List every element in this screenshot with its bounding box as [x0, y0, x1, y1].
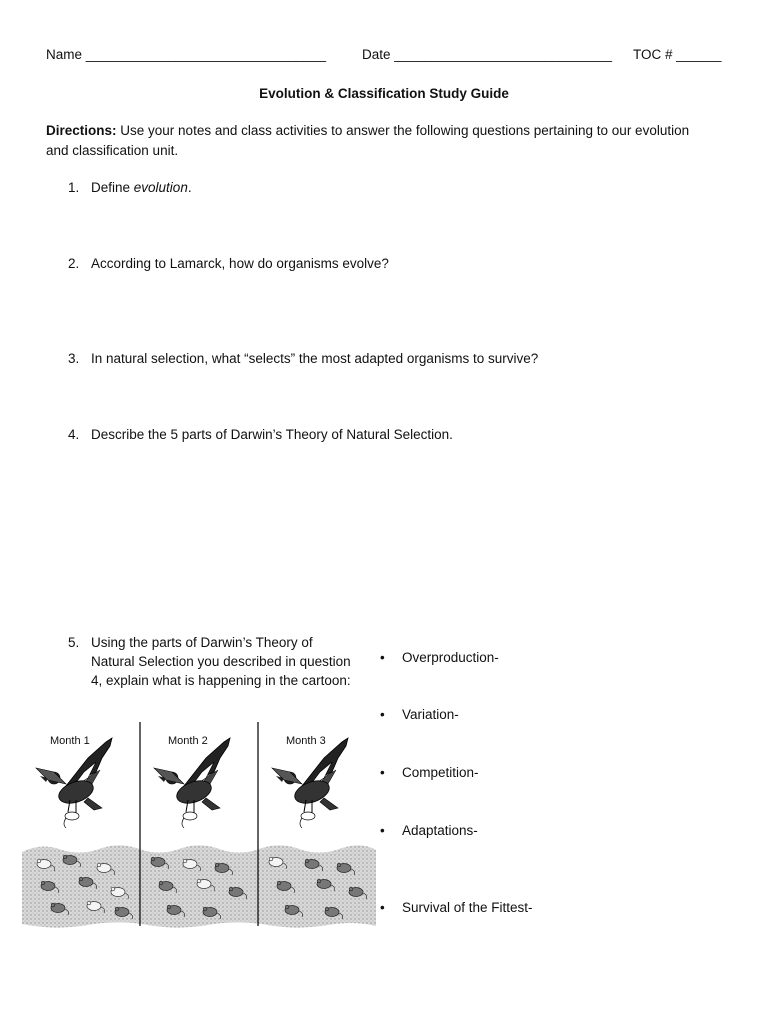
date-field[interactable]	[362, 47, 612, 62]
bullet-label: Survival of the Fittest-	[402, 900, 533, 915]
name-blank: ________________________________	[85, 47, 327, 62]
question-text: In natural selection, what “selects” the most adapted organisms to survive?	[91, 351, 539, 366]
cartoon-month-label: Month 2	[168, 735, 208, 747]
hawk-and-mice-icon	[22, 722, 376, 930]
question-number: 2.	[68, 256, 80, 271]
question-number: 1.	[68, 180, 80, 195]
directions-line-2: and classification unit.	[46, 143, 179, 158]
bullet-icon: •	[380, 707, 385, 722]
date-label: Date	[362, 47, 391, 62]
question-text-line-3: 4, explain what is happening in the cartoon:	[91, 673, 351, 688]
directions-line-1	[46, 123, 689, 138]
bullet-label: Overproduction-	[402, 650, 499, 665]
cartoon-month-label: Month 1	[50, 735, 90, 747]
bullet-icon: •	[380, 823, 385, 838]
question-text: Define evolution.	[91, 180, 192, 195]
bullet-label: Competition-	[402, 765, 479, 780]
page-title: Evolution & Classification Study Guide	[259, 86, 509, 101]
question-text-line-2: Natural Selection you described in question	[91, 654, 351, 669]
question-text: Describe the 5 parts of Darwin’s Theory of Natural Selection.	[91, 427, 453, 442]
toc-field[interactable]	[633, 47, 721, 62]
cartoon-month-label: Month 3	[286, 735, 326, 747]
directions-label: Directions:	[46, 123, 117, 138]
question-number: 4.	[68, 427, 80, 442]
directions-text-1: Use your notes and class activities to answer the following questions pertaining to our evolution	[120, 123, 690, 138]
bullet-label: Adaptations-	[402, 823, 478, 838]
toc-label: TOC #	[633, 47, 673, 62]
question-number: 5.	[68, 635, 80, 650]
date-blank: _____________________________	[394, 47, 613, 62]
question-text-line-1: Using the parts of Darwin’s Theory of	[91, 635, 313, 650]
name-field[interactable]	[46, 47, 326, 62]
bullet-icon: •	[380, 650, 385, 665]
hawk-and-mice-cartoon	[22, 722, 376, 930]
toc-blank: ______	[676, 47, 722, 62]
bullet-icon: •	[380, 765, 385, 780]
question-number: 3.	[68, 351, 80, 366]
bullet-icon: •	[380, 900, 385, 915]
question-text: According to Lamarck, how do organisms evolve?	[91, 256, 389, 271]
bullet-label: Variation-	[402, 707, 459, 722]
name-label: Name	[46, 47, 83, 62]
